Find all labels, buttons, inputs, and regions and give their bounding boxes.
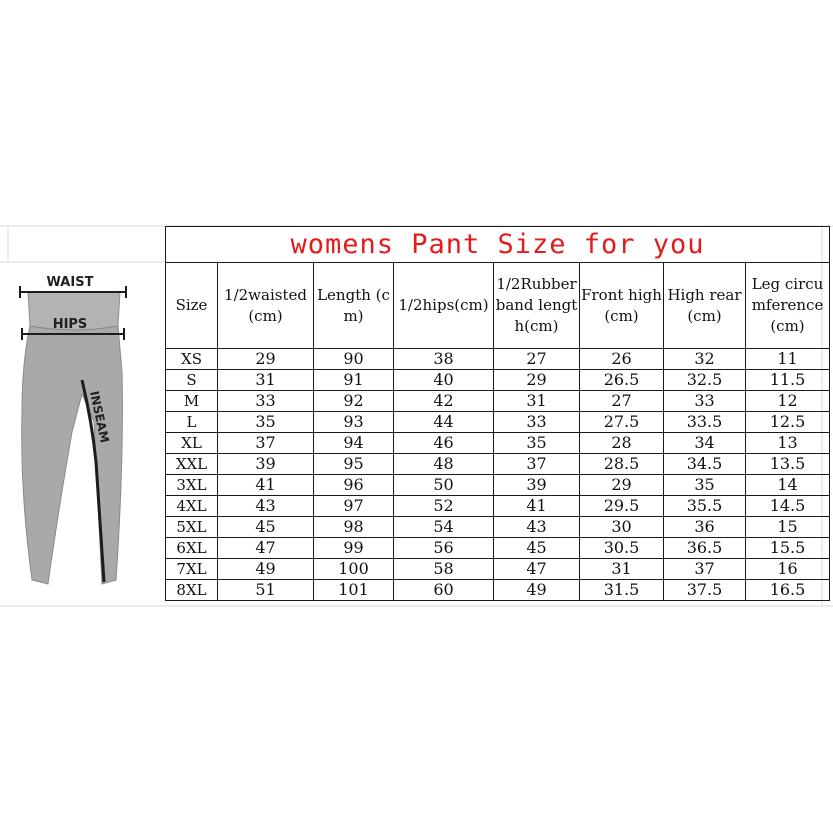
measurement-cell: 26.5 bbox=[580, 370, 664, 391]
measurement-cell: 13.5 bbox=[746, 454, 830, 475]
measurement-cell: 16 bbox=[746, 559, 830, 580]
table-row bbox=[166, 454, 830, 475]
size-cell: 7XL bbox=[166, 559, 218, 580]
column-header-label: Size bbox=[175, 296, 208, 314]
inseam-label: INSEAM bbox=[87, 389, 112, 445]
column-header-label: 1/2hips(cm) bbox=[398, 296, 489, 314]
measurement-cell: 31 bbox=[218, 370, 314, 391]
column-header bbox=[394, 263, 494, 349]
size-cell: XS bbox=[166, 349, 218, 370]
column-header bbox=[746, 263, 830, 349]
measurement-cell: 33 bbox=[218, 391, 314, 412]
measurement-cell: 14.5 bbox=[746, 496, 830, 517]
table-row bbox=[166, 475, 830, 496]
measurement-cell: 15.5 bbox=[746, 538, 830, 559]
column-header bbox=[166, 263, 218, 349]
column-header bbox=[314, 263, 394, 349]
measurement-cell: 33 bbox=[494, 412, 580, 433]
size-cell: M bbox=[166, 391, 218, 412]
measurement-cell: 31 bbox=[494, 391, 580, 412]
measurement-cell: 15 bbox=[746, 517, 830, 538]
measurement-cell: 32 bbox=[664, 349, 746, 370]
table-row bbox=[166, 370, 830, 391]
measurement-cell: 35 bbox=[494, 433, 580, 454]
measurement-cell: 33.5 bbox=[664, 412, 746, 433]
measurement-cell: 26 bbox=[580, 349, 664, 370]
measurement-cell: 93 bbox=[314, 412, 394, 433]
measurement-cell: 29 bbox=[218, 349, 314, 370]
measurement-cell: 13 bbox=[746, 433, 830, 454]
column-header bbox=[580, 263, 664, 349]
table-body bbox=[166, 349, 830, 601]
column-header-label: Length (cm) bbox=[317, 285, 390, 325]
measurement-cell: 56 bbox=[394, 538, 494, 559]
size-cell: XXL bbox=[166, 454, 218, 475]
measurement-cell: 29.5 bbox=[580, 496, 664, 517]
measurement-cell: 31 bbox=[580, 559, 664, 580]
measurement-cell: 11.5 bbox=[746, 370, 830, 391]
header-row bbox=[166, 263, 830, 349]
measurement-cell: 96 bbox=[314, 475, 394, 496]
measurement-cell: 37 bbox=[218, 433, 314, 454]
size-cell: S bbox=[166, 370, 218, 391]
table-row bbox=[166, 412, 830, 433]
measurement-cell: 30 bbox=[580, 517, 664, 538]
measurement-cell: 12 bbox=[746, 391, 830, 412]
measurement-cell: 43 bbox=[494, 517, 580, 538]
measurement-cell: 36.5 bbox=[664, 538, 746, 559]
measurement-cell: 91 bbox=[314, 370, 394, 391]
column-header bbox=[218, 263, 314, 349]
measurement-cell: 29 bbox=[494, 370, 580, 391]
measurement-cell: 41 bbox=[218, 475, 314, 496]
column-header-label: High rear (cm) bbox=[667, 285, 742, 325]
size-cell: 6XL bbox=[166, 538, 218, 559]
size-cell: XL bbox=[166, 433, 218, 454]
measurement-cell: 90 bbox=[314, 349, 394, 370]
measurement-cell: 98 bbox=[314, 517, 394, 538]
table-row bbox=[166, 391, 830, 412]
measurement-cell: 49 bbox=[494, 580, 580, 601]
table-row bbox=[166, 580, 830, 601]
measurement-cell: 101 bbox=[314, 580, 394, 601]
measurement-cell: 35.5 bbox=[664, 496, 746, 517]
measurement-cell: 39 bbox=[494, 475, 580, 496]
size-cell: 5XL bbox=[166, 517, 218, 538]
table-row bbox=[166, 433, 830, 454]
measurement-cell: 34 bbox=[664, 433, 746, 454]
waist-label: WAIST bbox=[46, 275, 94, 290]
measurement-cell: 51 bbox=[218, 580, 314, 601]
leggings-illustration bbox=[0, 262, 166, 592]
table-row bbox=[166, 538, 830, 559]
table-row bbox=[166, 559, 830, 580]
measurement-cell: 41 bbox=[494, 496, 580, 517]
measurement-cell: 36 bbox=[664, 517, 746, 538]
measurement-cell: 32.5 bbox=[664, 370, 746, 391]
measurement-cell: 97 bbox=[314, 496, 394, 517]
measurement-cell: 33 bbox=[664, 391, 746, 412]
measurement-cell: 16.5 bbox=[746, 580, 830, 601]
measurement-cell: 45 bbox=[494, 538, 580, 559]
column-header-label: Front high (cm) bbox=[581, 285, 662, 325]
measurement-cell: 14 bbox=[746, 475, 830, 496]
size-cell: 3XL bbox=[166, 475, 218, 496]
measurement-cell: 27 bbox=[494, 349, 580, 370]
measurement-cell: 27.5 bbox=[580, 412, 664, 433]
measurement-cell: 100 bbox=[314, 559, 394, 580]
measurement-cell: 45 bbox=[218, 517, 314, 538]
column-header bbox=[664, 263, 746, 349]
measurement-cell: 12.5 bbox=[746, 412, 830, 433]
chart-title: womens Pant Size for you bbox=[166, 227, 830, 263]
measurement-cell: 39 bbox=[218, 454, 314, 475]
column-header-label: Leg circumference(cm) bbox=[751, 275, 824, 335]
size-cell: L bbox=[166, 412, 218, 433]
measurement-cell: 54 bbox=[394, 517, 494, 538]
measurement-cell: 34.5 bbox=[664, 454, 746, 475]
measurement-cell: 29 bbox=[580, 475, 664, 496]
measurement-cell: 31.5 bbox=[580, 580, 664, 601]
measurement-cell: 46 bbox=[394, 433, 494, 454]
measurement-cell: 35 bbox=[218, 412, 314, 433]
measurement-cell: 47 bbox=[494, 559, 580, 580]
column-header bbox=[494, 263, 580, 349]
column-header-label: 1/2waisted (cm) bbox=[224, 285, 307, 325]
hips-label: HIPS bbox=[52, 317, 88, 332]
size-cell: 4XL bbox=[166, 496, 218, 517]
measurement-cell: 11 bbox=[746, 349, 830, 370]
measurement-cell: 99 bbox=[314, 538, 394, 559]
measurement-cell: 37 bbox=[494, 454, 580, 475]
table-row bbox=[166, 517, 830, 538]
measurement-cell: 37 bbox=[664, 559, 746, 580]
measurement-cell: 43 bbox=[218, 496, 314, 517]
measurement-cell: 60 bbox=[394, 580, 494, 601]
measurement-cell: 94 bbox=[314, 433, 394, 454]
size-cell: 8XL bbox=[166, 580, 218, 601]
measurement-cell: 95 bbox=[314, 454, 394, 475]
measurement-cell: 92 bbox=[314, 391, 394, 412]
measurement-cell: 47 bbox=[218, 538, 314, 559]
table-row bbox=[166, 349, 830, 370]
measurement-cell: 27 bbox=[580, 391, 664, 412]
measurement-cell: 44 bbox=[394, 412, 494, 433]
size-chart-table bbox=[165, 226, 830, 601]
measurement-cell: 40 bbox=[394, 370, 494, 391]
table-row bbox=[166, 496, 830, 517]
measurement-cell: 50 bbox=[394, 475, 494, 496]
leggings-shape bbox=[22, 326, 123, 584]
measurement-cell: 30.5 bbox=[580, 538, 664, 559]
measurement-cell: 52 bbox=[394, 496, 494, 517]
measurement-cell: 49 bbox=[218, 559, 314, 580]
measurement-cell: 35 bbox=[664, 475, 746, 496]
measurement-cell: 48 bbox=[394, 454, 494, 475]
measurement-cell: 28.5 bbox=[580, 454, 664, 475]
measurement-cell: 28 bbox=[580, 433, 664, 454]
measurement-cell: 37.5 bbox=[664, 580, 746, 601]
measurement-cell: 58 bbox=[394, 559, 494, 580]
measurement-cell: 42 bbox=[394, 391, 494, 412]
column-header-label: 1/2Rubber band length(cm) bbox=[495, 275, 578, 335]
measurement-cell: 38 bbox=[394, 349, 494, 370]
